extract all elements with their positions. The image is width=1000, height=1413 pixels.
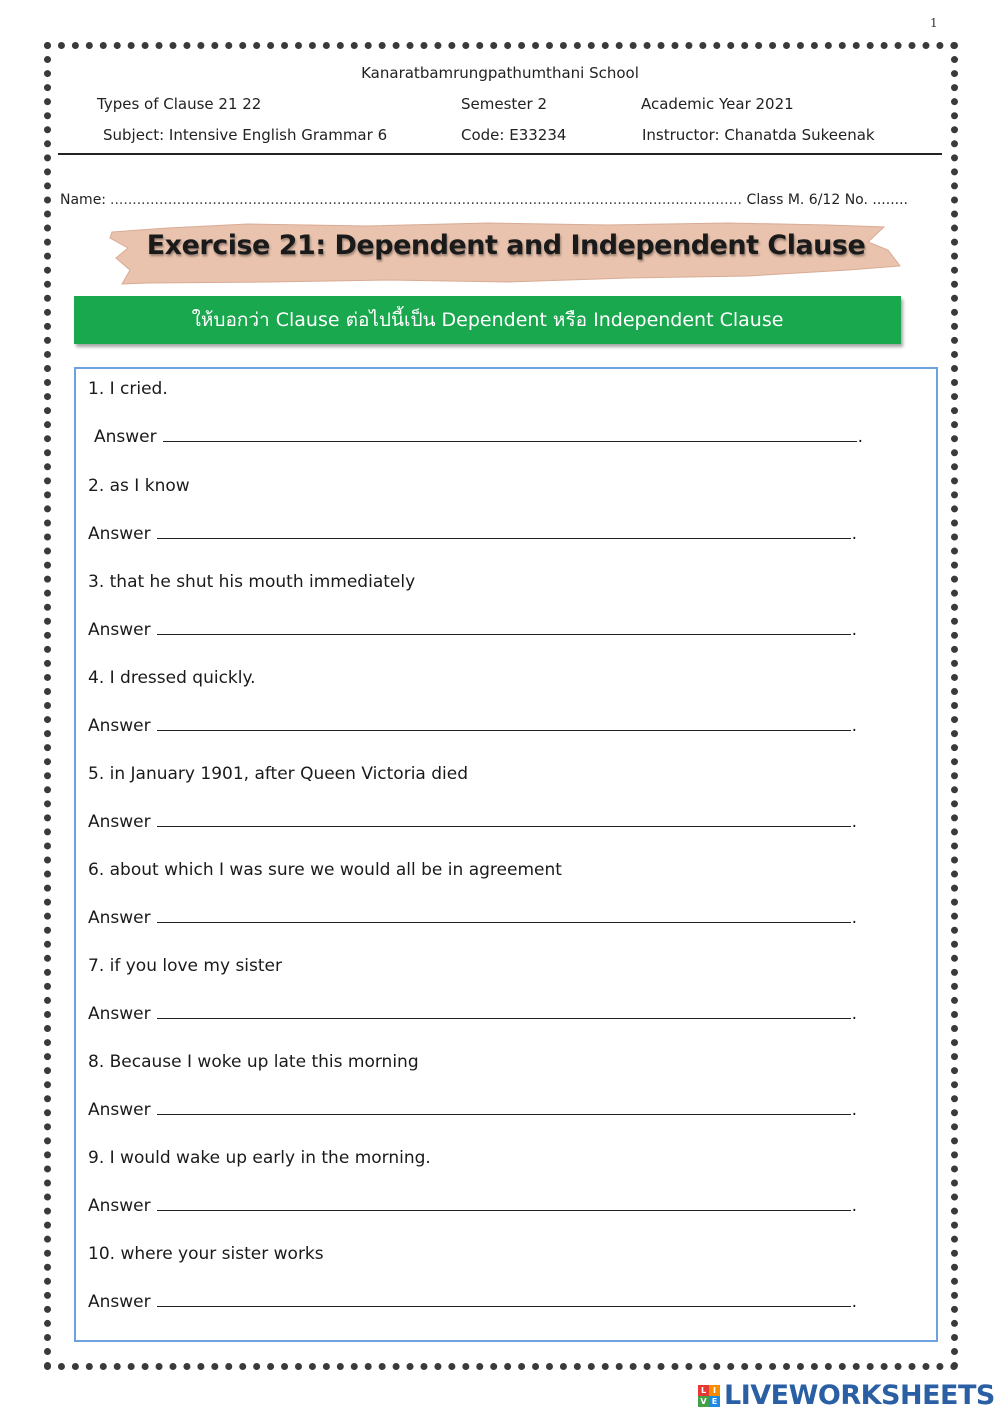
answer-row-3: Answer . — [88, 620, 858, 640]
liveworksheets-logo[interactable] — [698, 1380, 995, 1411]
answer-label: Answer — [88, 524, 151, 544]
academic-year-label: Academic Year 2021 — [641, 95, 794, 113]
class-label: Class M. 6/12 No. ........ — [746, 192, 908, 208]
answer-row-10: Answer . — [88, 1292, 858, 1312]
question-9: 9. I would wake up early in the morning. — [88, 1148, 431, 1168]
instruction-bar — [74, 296, 901, 344]
topic-label: Types of Clause 21 22 — [97, 95, 262, 113]
answer-input-6[interactable] — [157, 910, 851, 923]
badge-letter: V — [698, 1396, 709, 1407]
question-3: 3. that he shut his mouth immediately — [88, 572, 416, 592]
question-8: 8. Because I woke up late this morning — [88, 1052, 419, 1072]
answer-label: Answer — [88, 620, 151, 640]
answer-row-7: Answer . — [88, 1004, 858, 1024]
question-5: 5. in January 1901, after Queen Victoria died — [88, 764, 469, 784]
answer-input-4[interactable] — [157, 718, 851, 731]
page-number: 1 — [930, 16, 938, 30]
name-field[interactable] — [110, 192, 741, 208]
code-label: Code: E33234 — [461, 126, 567, 144]
answer-input-10[interactable] — [157, 1294, 851, 1307]
answer-label: Answer — [94, 427, 157, 447]
answer-input-8[interactable] — [157, 1102, 851, 1115]
question-4: 4. I dressed quickly. — [88, 668, 256, 688]
answer-input-3[interactable] — [157, 622, 851, 635]
answer-label: Answer — [88, 1004, 151, 1024]
answer-label: Answer — [88, 716, 151, 736]
subject-label: Subject: Intensive English Grammar 6 — [103, 126, 388, 144]
answer-row-6: Answer . — [88, 908, 858, 928]
answer-row-5: Answer . — [88, 812, 858, 832]
student-info-line — [60, 192, 908, 208]
badge-letter: L — [698, 1385, 709, 1396]
badge-letter: I — [709, 1385, 720, 1396]
answer-row-9: Answer . — [88, 1196, 858, 1216]
instruction-text: ให้บอกว่า Clause ต่อไปนี้เป็น Dependent หรือ Independent Clause — [191, 309, 784, 331]
exercise-title: Exercise 21: Dependent and Independent Clause — [146, 230, 866, 261]
name-label: Name: — [60, 192, 107, 208]
answer-input-2[interactable] — [157, 526, 851, 539]
instructor-label: Instructor: Chanatda Sukeenak — [642, 126, 875, 144]
answer-row-2: Answer . — [88, 524, 858, 544]
semester-label: Semester 2 — [461, 95, 547, 113]
answer-input-7[interactable] — [157, 1006, 851, 1019]
answer-input-5[interactable] — [157, 814, 851, 827]
header-divider — [58, 153, 942, 155]
question-6: 6. about which I was sure we would all be in agreement — [88, 860, 562, 880]
badge-letter: E — [709, 1396, 720, 1407]
liveworksheets-badge-icon — [698, 1385, 720, 1407]
question-1: 1. I cried. — [88, 379, 168, 399]
answer-input-9[interactable] — [157, 1198, 851, 1211]
title-banner — [108, 220, 904, 286]
answer-label: Answer — [88, 1292, 151, 1312]
answer-label: Answer — [88, 812, 151, 832]
liveworksheets-wordmark: LIVEWORKSHEETS — [724, 1380, 995, 1411]
question-2: 2. as I know — [88, 476, 190, 496]
question-10: 10. where your sister works — [88, 1244, 324, 1264]
school-name: Kanaratbamrungpathumthani School — [361, 64, 639, 82]
answer-row-4: Answer . — [88, 716, 858, 736]
answer-input-1[interactable] — [163, 429, 857, 442]
answer-row-1: Answer . — [94, 427, 864, 447]
answer-row-8: Answer . — [88, 1100, 858, 1120]
answer-label: Answer — [88, 1196, 151, 1216]
answer-label: Answer — [88, 908, 151, 928]
question-7: 7. if you love my sister — [88, 956, 282, 976]
answer-label: Answer — [88, 1100, 151, 1120]
